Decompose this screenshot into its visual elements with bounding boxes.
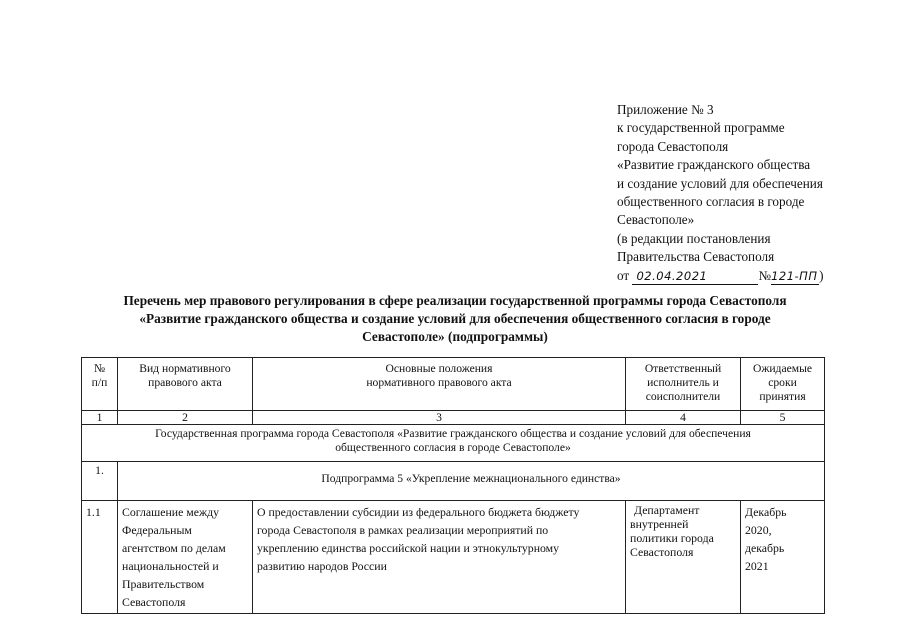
column-number: 3	[253, 411, 626, 425]
row-number: 1.1	[82, 501, 118, 614]
measures-table	[81, 357, 825, 614]
cell-line: внутренней	[630, 517, 689, 531]
appendix-line: общественного согласия в городе	[617, 194, 805, 210]
appendix-line: Севастополе»	[617, 212, 695, 228]
header-line: нормативного правового акта	[366, 376, 512, 389]
cell-line: Правительством	[122, 577, 205, 591]
cell-line: агентством по делам	[122, 541, 226, 555]
row-executor	[626, 501, 741, 614]
program-row	[82, 425, 825, 462]
appendix-line: Приложение № 3	[617, 102, 714, 117]
cell-line: национальностей и	[122, 559, 219, 573]
title-line: Севастополе» (подпрограммы)	[362, 329, 548, 345]
cell-line: развитию народов России	[257, 559, 387, 573]
column-number: 4	[626, 411, 741, 425]
header-act-type	[118, 358, 253, 411]
header-line: сроки	[768, 376, 797, 389]
row-deadline	[741, 501, 825, 614]
date-field	[632, 268, 758, 285]
cell-line: укреплению единства российской нации и этнокультурному	[257, 541, 560, 555]
appendix-line: «Развитие гражданского общества	[617, 157, 811, 173]
cell-line: Соглашение между	[122, 505, 220, 519]
program-cell	[82, 425, 825, 462]
cell-line: Севастополя	[630, 545, 694, 559]
column-number: 2	[118, 411, 253, 425]
appendix-line: города Севастополя	[617, 138, 729, 154]
title-line: «Развитие гражданского общества и создание условий для обеспечения общественного согласия в городе	[139, 311, 771, 327]
appendix-line: к государственной программе	[617, 120, 785, 136]
number-prefix: №	[758, 267, 772, 283]
date-prefix: от	[617, 267, 630, 283]
header-line: Вид нормативного	[139, 362, 231, 375]
column-number: 5	[741, 411, 825, 425]
appendix-line: и создание условий для обеспечения	[617, 175, 823, 191]
column-number-row	[82, 411, 825, 425]
header-provisions	[253, 358, 626, 411]
row-act-type	[118, 501, 253, 614]
cell-line: города Севастополя в рамках реализации мероприятий по	[257, 523, 549, 537]
header-executor	[626, 358, 741, 411]
cell-line: политики города	[630, 531, 714, 545]
appendix-line: Правительства Севастополя	[617, 249, 775, 265]
header-line: соисполнители	[645, 390, 721, 403]
appendix-line: (в редакции постановления	[617, 230, 771, 246]
header-line: п/п	[91, 376, 108, 389]
cell-line: декабрь	[745, 541, 785, 555]
column-number: 1	[82, 411, 118, 425]
number-field	[771, 268, 819, 285]
title-line: Перечень мер правового регулирования в сфере реализации государственной программы города Севастополя	[123, 293, 787, 308]
cell-line: 2021	[745, 559, 769, 573]
header-line: Ожидаемые	[752, 362, 813, 375]
header-line: принятия	[759, 390, 806, 403]
cell-line: Департамент	[634, 503, 700, 517]
cell-line: Федеральным	[122, 523, 192, 537]
cell-line: 2020,	[745, 523, 772, 537]
subprogram-row	[82, 462, 825, 501]
header-line: правового акта	[148, 376, 222, 389]
header-line: №	[93, 362, 106, 375]
program-line: общественного согласия в городе Севастополе»	[335, 441, 571, 454]
date-value: 02.04.2021	[636, 268, 708, 283]
subprogram-number: 1.	[82, 462, 118, 501]
header-line: Основные положения	[385, 362, 493, 375]
cell-line: Декабрь	[745, 505, 787, 519]
appendix-block	[617, 101, 897, 285]
header-row	[82, 358, 825, 411]
document-title	[40, 292, 870, 347]
cell-line: О предоставлении субсидии из федерального бюджета бюджету	[257, 505, 580, 519]
header-number	[82, 358, 118, 411]
header-line: Ответственный	[644, 362, 722, 375]
number-value: 121-ПП	[771, 268, 818, 283]
subprogram-cell	[118, 462, 825, 501]
cell-line: Севастополя	[122, 595, 186, 609]
header-line: исполнитель и	[647, 376, 719, 389]
appendix-date-line	[617, 267, 897, 285]
table-row	[82, 501, 825, 614]
row-provisions	[253, 501, 626, 614]
subprogram-label: Подпрограмма 5 «Укрепление межнационального единства»	[321, 472, 621, 485]
header-deadline	[741, 358, 825, 411]
program-line: Государственная программа города Севастополя «Развитие гражданского общества и создание условий для обеспечения	[155, 427, 751, 440]
close-paren: )	[819, 267, 824, 283]
